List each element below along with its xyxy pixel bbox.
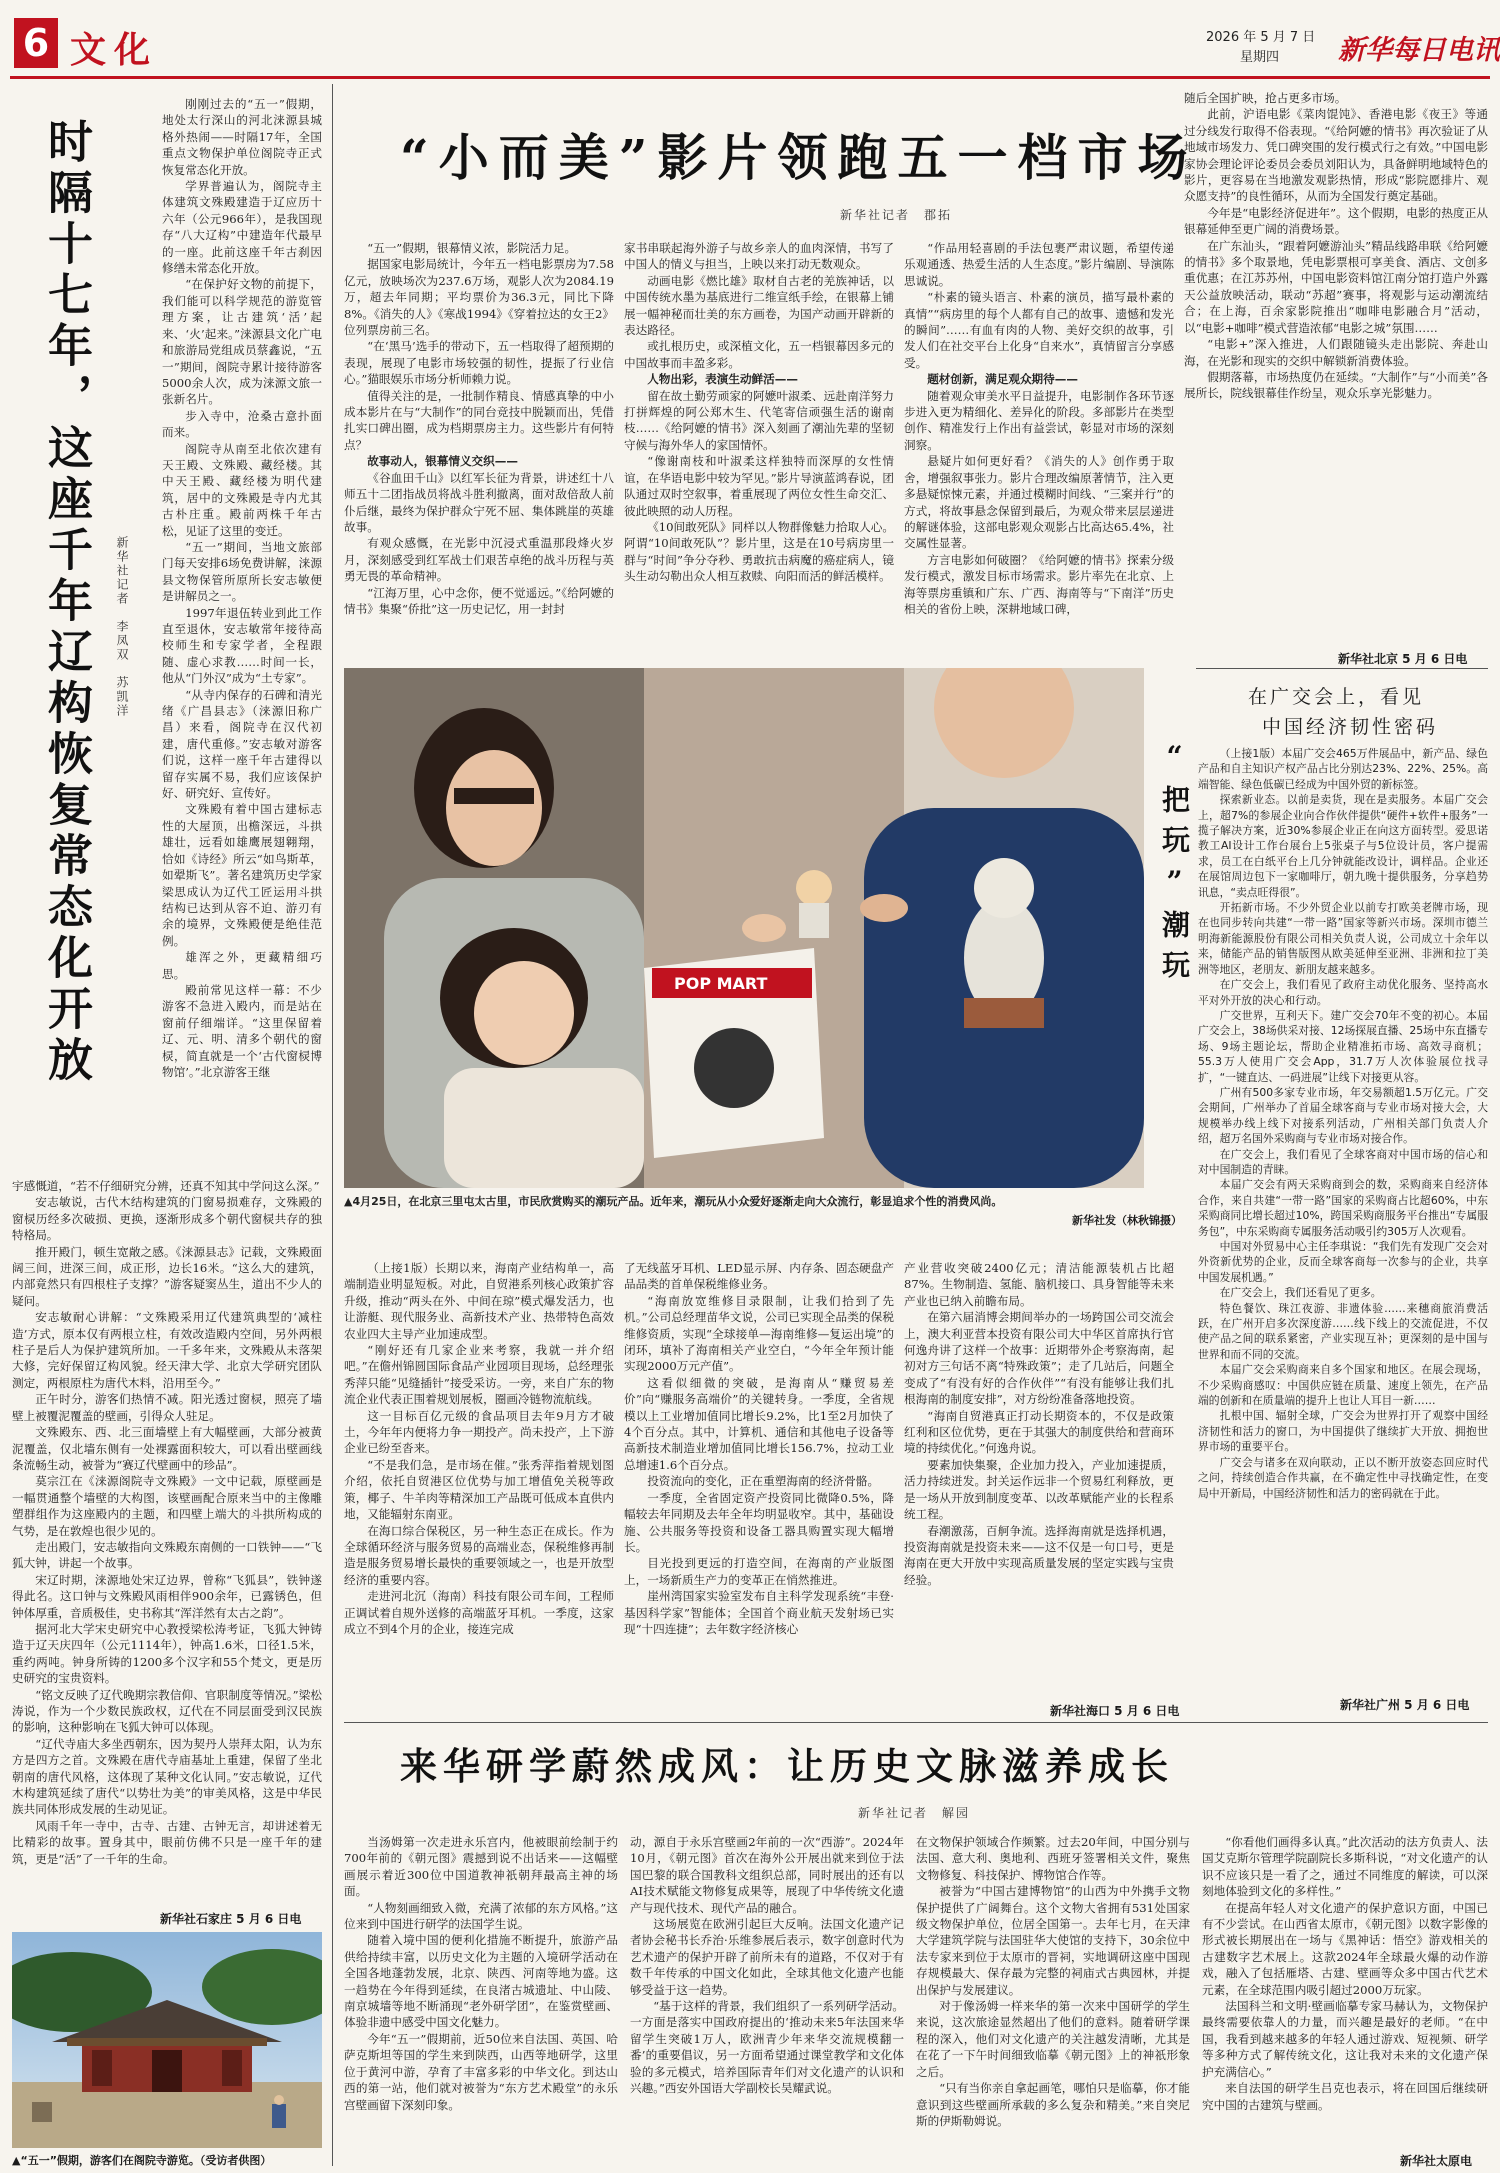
paragraph: 本届广交会有两天采购商到会的数，采购商来自经济体合作，来自共建“一带一路”国家的采购商占比超60%，中东采购商同比增长超过10%，跨国采购商服务平台推出“专属服务包”，中东采购商专属服务活动吸引约305万人次观看。 bbox=[1198, 1178, 1488, 1238]
paragraph: 在广东汕头，“跟着阿嬷游汕头”精品线路串联《给阿嬷的情书》多个取景地，凭电影票根可享美食、酒店、文创多重优惠；在江苏苏州，中国电影资料馆江南分馆打造户外露天公益放映活动，联动“苏超”赛事，将观影与运动潮流结合；在上海，百余家影院推出“咖啡电影融合月”活动，以“电影+咖啡”模式营造浓郁“电影之城”氛围…… bbox=[1184, 238, 1488, 335]
hainan-col-2 bbox=[624, 1260, 894, 1720]
paragraph: 目光投到更远的打造空间，在海南的产业版图上，一场新质生产力的变革正在悄然推进。 bbox=[624, 1556, 894, 1587]
paragraph: 动，源自于永乐宫壁画2年前的一次“西游”。2024年10月，《朝元图》首次在海外公开展出就来到位于法国巴黎的联合国教科文组织总部，同时展出的还有以AI技术赋能文物修复成果等，展现了中华传统文化遗产与现代技术、现代产品的融合。 bbox=[630, 1835, 904, 1915]
paragraph: 这场展览在欧洲引起巨大反响。法国文化遗产记者协会秘书长乔治·乐维参展后表示，数字创意时代为艺术遗产的保护开辟了前所未有的道路，不仅对于有数千年传承的中国文化如此，全球其他文化遗产也能够受益于这一趋势。 bbox=[630, 1917, 904, 1997]
subheading: 题材创新，满足观众期待—— bbox=[927, 372, 1078, 387]
main-story-col-4 bbox=[1184, 90, 1488, 650]
left-story-byline: 新华社记者 李凤双 苏凯洋 bbox=[115, 536, 129, 718]
masthead bbox=[0, 0, 1500, 78]
bottom-col-3 bbox=[916, 1834, 1190, 2164]
paragraph: 步入寺中，沧桑古意扑面而来。 bbox=[162, 408, 322, 440]
paragraph: 产业营收突破2400亿元；清洁能源装机占比超87%。生物制造、氢能、脑机接口、具身智能等未来产业也已纳入前瞻布局。 bbox=[904, 1261, 1174, 1308]
paragraph: 文殊殿东、西、北三面墙壁上有大幅壁画，大部分被黄泥覆盖，仅北墙东侧有一处裸露面积较大，可以看出壁画线条流畅生动，被誉为“赛辽代壁画中的珍品”。 bbox=[12, 1425, 322, 1472]
paragraph: 当汤姆第一次走进永乐宫内，他被眼前绘制于约700年前的《朝元图》震撼到说不出话来——这幅壁画展示着近300位中国道教神祇朝拜最高主神的场面。 bbox=[344, 1835, 618, 1899]
paragraph: “在保护好文物的前提下，我们能可以科学规范的游览管理方案，让古建筑‘活’起来、‘火’起来。”涞源县文化广电和旅游局党组成员蔡鑫说，“五一”期间，阁院寺累计接待游客5000余人次，成为涞源文旅一张新名片。 bbox=[162, 277, 322, 407]
paragraph: 安志敏耐心讲解：“文殊殿采用辽代建筑典型的‘减柱造’方式，原本仅有两根立柱，有效改造殿内空间，另外两根柱子是后人为保护建筑所加。一千多年来，文殊殿从未落架大修，完好保留辽构风貌。经天津大学、北京大学研究团队测定，两根原柱为唐代木料，沿用至今。” bbox=[12, 1310, 322, 1390]
paragraph: 在海口综合保税区，另一种生态正在成长。作为全球循环经济与服务贸易的高端业态，保税维修再制造是服务贸易增长最快的重要领域之一，也是开放型经济的重要内容。 bbox=[344, 1523, 614, 1587]
issue-weekday: 星期四 bbox=[1240, 50, 1280, 65]
paragraph: 探索新业态。以前是卖货，现在是卖服务。本届广交会上，超7%的参展企业向合作伙伴提供“硬件+软件+服务”一揽子解决方案，近30%参展企业正在向这方面转型。爱思诺教工AI设计工作台展台上5张桌子与5位设计员，客户提需求，员工在白纸平台上几分钟就能改设计，调样品。企业还在展馆周边包下一家咖啡厅，朝九晚十提供服务，分享趋势讯息，“卖点旺得很”。 bbox=[1198, 793, 1488, 899]
paragraph: “朴素的镜头语言、朴素的演员，描写最朴素的真情”“病房里的每个人都有自己的故事、遗憾和发光的瞬间”……有血有肉的人物、美好交织的故事，引发人们在社交平台上化身“自来水”，真情留言分享感受。 bbox=[904, 290, 1174, 370]
paragraph: 随着观众审美水平日益提升，电影制作各环节逐步进入更为精细化、差异化的阶段。多部影片在类型创作、精准发行上作出有益尝试，彰显对市场的深刻洞察。 bbox=[904, 388, 1174, 452]
paragraph: 广州有500多家专业市场，年交易额超1.5万亿元。广交会期间，广州举办了首届全球客商与专业市场对接大会，大规模举办线上线下对接系列活动，广州相关部门负责人介绍，超万名国外采购商与专业市场对接合作。 bbox=[1198, 1085, 1488, 1146]
paragraph: 据河北大学宋史研究中心教授梁松涛考证，飞狐大钟铸造于辽天庆四年（公元1114年），钟高1.6米，口径1.5米，重约两吨。钟身所铸的1200多个汉字和55个梵文，更是历史研究的宝贵资料。 bbox=[12, 1621, 322, 1686]
paragraph: 在广交会上，我们还看见了更多。 bbox=[1219, 1286, 1382, 1300]
paragraph: 家书串联起海外游子与故乡亲人的血肉深情，书写了中国人的情义与担当，上映以来打动无数观众。 bbox=[624, 241, 894, 272]
paragraph: 宋辽时期，涞源地处宋辽边界，曾称“飞狐县”，铁钟遂得此名。这口钟与文殊殿风雨相伴900余年，已露锈色，但钟体厚重，音质极佳，史书称其“浑洋然有太古之韵”。 bbox=[12, 1572, 322, 1620]
paragraph: “基于这样的背景，我们组织了一系列研学活动。一方面是落实中国政府提出的‘推动未来5年法国来华留学生突破1万人，欧洲青少年来华交流规模翻一番’的重要倡议，另一方面希望通过课堂教学和文化体验的多元模式，培养国际青年们对文化遗产的认识和兴趣。”西安外国语大学副校长吴耀武说。 bbox=[630, 1999, 904, 2096]
paragraph: （上接1版）长期以来，海南产业结构单一，高端制造业明显短板。对此，自贸港系列核心政策扩容升级，推动“两头在外、中间在琼”模式爆发活力，也让游艇、现代服务业、高新技术产业、热带特色高效农业四大主导产业加速成型。 bbox=[344, 1261, 614, 1341]
paragraph: 法国科兰和文明·壁画临摹专家马赫认为，文物保护最终需要依靠人的力量，而兴趣是最好的老师。“在中国，我看到越来越多的年轻人通过游戏、短视频、研学等多种方式了解传统文化，这让我对未来的文化遗产保护充满信心。” bbox=[1202, 1999, 1488, 2079]
bottom-col-1 bbox=[344, 1834, 618, 2164]
paragraph: 这一目标百亿元级的食品项目去年9月方才破土，今年年内便将力争一期投产。尚未投产，上下游企业已纷至沓来。 bbox=[344, 1408, 614, 1456]
page-number: 6 bbox=[14, 18, 58, 68]
paragraph: 悬疑片如何更好看？《消失的人》创作勇于取舍，增强叙事张力。影片合理改编原著情节，注入更多悬疑惊悚元素，并通过模糊时间线、“三案并行”的方式，将故事悬念保留到最后，为观众带来层层递进的解谜体验，这部电影观众观影占比高达65.4%，社交属性显著。 bbox=[904, 454, 1174, 551]
paragraph: “像谢南枝和叶淑柔这样独特而深厚的女性情谊，在华语电影中较为罕见。”影片导演蓝鸿春说，团队通过双时空叙事，着重展现了两位女性生命交汇、彼此映照的动人历程。 bbox=[624, 454, 894, 518]
paragraph: 在提高年轻人对文化遗产的保护意识方面，中国已有不少尝试。在山西省太原市，《朝元图》以数字影像的形式被长期展出在一场与《黑神话：悟空》游戏相关的古建数字艺术展上。这款2024年全球最火爆的动作游戏，融入了包括雁塔、古建、壁画等众多中国古代艺术元素，在全球范围内吸引超过2000万玩家。 bbox=[1202, 1900, 1488, 1997]
paragraph: 走进河北沉（海南）科技有限公司车间，工程师正调试着自规外送修的高端蓝牙耳机。一季度，这家成立不到4个月的企业，接连完成 bbox=[344, 1589, 614, 1636]
paragraph: 春潮激荡，百舸争流。选择海南就是选择机遇，投资海南就是投资未来——这不仅是一句口号，更是海南在更大开放中实现高质量发展的坚定实践与宝贵经验。 bbox=[904, 1523, 1174, 1587]
paragraph: “海南放宽维修目录限制，让我们拾到了先机。”公司总经理苗华文说，公司已实现全品类的保税维修资质，实现“全球接单—海南维修—复运出境”的闭环，填补了海南相关产业空白，“今年全年预计能实现2000万元产值”。 bbox=[624, 1293, 894, 1374]
paragraph: 《谷血田千山》以红军长征为背景，讲述红十八师五十二团指战员将战斗胜利撤离，面对敌倍敌人前仆后继，最终为保护群众宁死不屈、集体跳崖的英雄故事。 bbox=[344, 470, 614, 534]
bag-brand-text: POP MART bbox=[674, 974, 768, 993]
bottom-story-sign: 新华社太原电 bbox=[1400, 2154, 1473, 2168]
paragraph: “刚好还有几家企业来考察，我就一并介绍吧。”在儋州锦圆国际食品产业园项目现场，总经理张秀萍只能“见缝插针”接受采访。一旁，来自广东的物流企业代表正围着规划展板，圈画冷链物流航线。 bbox=[344, 1343, 614, 1407]
photo-tag-text: “把玩”潮玩 bbox=[1158, 740, 1191, 990]
bottom-section-rule bbox=[344, 1722, 1488, 1723]
bottom-story-title: 来华研学蔚然成风：让历史文脉滋养成长 bbox=[400, 1744, 1174, 1788]
photo-credit: 新华社发（林秋锦摄） bbox=[1072, 1214, 1182, 1227]
paper-logo: 新华每日电讯 bbox=[1338, 35, 1500, 66]
subheading: 故事动人，银幕情义交织—— bbox=[367, 454, 518, 469]
left-story-body bbox=[12, 1178, 322, 1908]
paragraph: 刚刚过去的“五一”假期，地处太行深山的河北涞源县城格外热闹——时隔17年，全国重点文物保护单位阁院寺正式恢复常态化开放。 bbox=[162, 97, 322, 177]
paragraph: 随后全国扩映，抢占更多市场。 bbox=[1184, 91, 1347, 105]
paragraph: “海南自贸港真正打动长期资本的，不仅是政策红利和区位优势，更在于其强大的制度供给和营商环境的持续优化。”何逸舟说。 bbox=[904, 1408, 1174, 1456]
paragraph: 本届广交会采购商来自多个国家和地区。在展会现场，不少采购商感叹：中国供应链在质量、速度上领先，在产品端的创新和在质量端的提升上也让人耳目一新…… bbox=[1198, 1363, 1488, 1408]
paragraph: 文殊殿有着中国古建标志性的大屋顶，出檐深远，斗拱雄壮，远看如雄鹰展翅翱翔，恰如《诗经》所云“如鸟斯革，如翚斯飞”。著名建筑历史学家梁思成认为辽代工匠运用斗拱结构已达到从容不迫、游刃有余的境界，文殊殿便是绝佳范例。 bbox=[162, 802, 322, 948]
paragraph: 此前，沪语电影《菜肉馄饨》、香港电影《夜王》等通过分线发行取得不俗表现。“《给阿嬷的情书》再次验证了从地域市场发力、凭口碑突围的发行模式行之有效。”中国电影家协会理论评论委员会委员刘阳认为，具备鲜明地域特色的影片，更容易在当地激发观影热情，形成“影院愿排片、观众愿支持”的良性循环，从而为全国发行奠定基础。 bbox=[1184, 107, 1488, 204]
feature-photo bbox=[344, 668, 1144, 1188]
paragraph: 今年“五一”假期前，近50位来自法国、英国、哈萨克斯坦等国的学生来到陕西，山西等地研学，这里位于黄河中游，孕育了丰富多彩的中华文化。到达山西的第一站，他们就对被誉为“东方艺术殿堂”的永乐宫壁画留下深刻印象。 bbox=[344, 2031, 618, 2112]
photo-caption: ▲4月25日，在北京三里屯太古里，市民欣赏购买的潮玩产品。近年来，潮玩从小众爱好逐渐走向大众流行，彰显追求个性的消费风尚。 bbox=[344, 1195, 1003, 1208]
paragraph: “人物刻画细致入微，充满了浓郁的东方风格。”这位来到中国进行研学的法国学生说。 bbox=[344, 1900, 618, 1932]
paragraph: “辽代寺庙大多坐西朝东，因为契丹人崇拜太阳，认为东方是四方之首。文殊殿在唐代寺庙基址上重建，保留了坐北朝南的唐代风格，这体现了某种文化认同。”安志敏说，辽代木构建筑延续了唐代“以势壮为美”的审美风格，这是中华民族共同体形成发展的生动见证。 bbox=[12, 1736, 322, 1817]
paragraph: 走出殿门，安志敏指向文殊殿东南侧的一口铁钟——“飞狐大钟，讲起一个故事。 bbox=[12, 1539, 322, 1571]
column-divider-left bbox=[332, 84, 333, 2166]
paragraph: 雄浑之外，更藏精细巧思。 bbox=[162, 950, 322, 981]
paragraph: 要素加快集聚，企业加力投入，产业加速提质，活力持续迸发。封关运作远非一个贸易红利释放，更是一场从开放到制度变革、以改革赋能产业的长程系统工程。 bbox=[904, 1457, 1174, 1522]
paragraph: 阁院寺从南至北依次建有天王殿、文殊殿、藏经楼。其中天王殿、藏经楼为明代建筑，居中的文殊殿是寺内尤其古朴庄重。殿前两株千年古松，见证了这里的变迁。 bbox=[162, 441, 322, 538]
bottom-col-4 bbox=[1202, 1834, 1488, 2152]
paragraph: 据国家电影局统计，今年五一档电影票房为7.58亿元，放映场次为237.6万场，观影人次为2084.19万，超去年同期；平均票价为36.3元，同比下降8%。《消失的人》《寒战1994》《穿着拉达的女王2》位列票房前三名。 bbox=[344, 257, 614, 338]
paragraph: 《10间敢死队》同样以人物群像魅力拾取人心。阿谓“10间敢死队”？影片里，这是在10号病房里一群与“时间”争分夺秒、勇敢抗击病魔的癌症病人，镜头生动勾勒出众人相互救赎、向阳而活的鲜活模样。 bbox=[624, 519, 894, 584]
paragraph: 风雨千年一寺中，古寺、古建、古钟无言，却讲述着无比精彩的故事。置身其中，眼前仿佛不只是一座千年的建筑，更是“活”了一千年的生命。 bbox=[12, 1818, 322, 1866]
paragraph: 正午时分，游客们热情不减。阳光透过窗棂，照亮了墙壁上被覆泥覆盖的壁画，引得众人驻足。 bbox=[12, 1392, 322, 1423]
bottom-col-2 bbox=[630, 1834, 904, 2164]
paragraph: “你看他们画得多认真。”此次活动的法方负责人、法国艾克斯尔管理学院副院长多斯科说，“对文化遗产的认识不应该只是一看了之，通过不同维度的解读，可以深刻地体验到文化的多样性。” bbox=[1202, 1835, 1488, 1899]
main-story-col-1 bbox=[344, 240, 614, 668]
hainan-sign: 新华社海口 5 月 6 日电 bbox=[1050, 1704, 1180, 1718]
paragraph: “在‘黑马’选手的带动下，五一档取得了超预期的表现，展现了电影市场较强的韧性，提振了行业信心。”猫眼娱乐市场分析师赖力说。 bbox=[344, 339, 614, 387]
main-story-title: “小而美”影片领跑五一档市场 bbox=[400, 128, 1198, 187]
paragraph: 方言电影如何破圈？《给阿嬷的情书》探索分级发行模式，激发目标市场需求。影片率先在北京、上海等票房重镇和广东、广西、海南等与“下南洋”历史相关的省份上映，深耕地域口碑， bbox=[904, 552, 1174, 616]
paragraph: 被誉为“中国古建博物馆”的山西为中外携手文物保护提供了广阔舞台。这个文物大省拥有531处国家级文物保护单位，位居全国第一。去年七月，在天津大学建筑学院与法国驻华大使馆的支持下，30余位中法专家来到位于太原市的晋祠，实地调研这座中国现存规模最大、保存最为完整的祠庙式古典园林，并提出保护与发展建议。 bbox=[916, 1884, 1190, 1997]
paragraph: “江海万里，心中念你，便不觉遥远。”《给阿嬷的情书》集聚“侨批”这一历史记忆，用一封封 bbox=[344, 585, 614, 616]
main-story-byline: 新华社记者 郡拓 bbox=[840, 208, 953, 222]
paragraph: 动画电影《燃比雄》取材自古老的羌族神话，以中国传统水墨为基底进行二维宣纸手绘，在银幕上铺展一幅神秘而壮美的东方画卷，为国产动画开辟新的表达路径。 bbox=[624, 273, 894, 338]
paragraph: 在广交会上，我们看见了全球客商对中国市场的信心和对中国制造的青睐。 bbox=[1198, 1147, 1488, 1176]
paragraph: 值得关注的是，一批制作精良、情感真挚的中小成本影片在与“大制作”的同台竞技中脱颖而出，凭借扎实口碑出圈，成为档期票房主力。这些影片有何特点？ bbox=[344, 388, 614, 452]
paragraph: “只有当你亲自拿起画笔，哪怕只是临摹，你才能意识到这些壁画所承载的多么复杂和精美。”来自突尼斯的伊斯勒姆说。 bbox=[916, 2081, 1190, 2128]
paragraph: 扎根中国、辐射全球，广交会为世界打开了观察中国经济韧性和活力的窗口，为中国提供了继续扩大开放、拥抱世界市场的重要平台。 bbox=[1198, 1409, 1488, 1454]
paragraph: 来自法国的研学生吕克也表示，将在回国后继续研究中国的古建筑与壁画。 bbox=[1202, 2081, 1488, 2112]
left-story-title: 时隔十七年，这座千年辽构恢复常态化开放 bbox=[40, 118, 93, 1087]
expo-title-line-1: 在广交会上，看见 bbox=[1248, 686, 1425, 708]
photo-tag bbox=[1154, 740, 1190, 1120]
temple-photo-caption: ▲“五一”假期，游客们在阁院寺游览。（受访者供图） bbox=[12, 2154, 272, 2167]
paragraph: 殿前常见这样一幕：不少游客不急进入殿内，而是站在窗前仔细端详。“这里保留着辽、元、明、清多个朝代的窗棂，简直就是一个‘古代窗棂博物馆’。”北京游客王继 bbox=[162, 982, 322, 1079]
paragraph: 或扎根历史，或深植文化，五一档银幕因多元的中国故事而丰盈多彩。 bbox=[624, 339, 894, 370]
paragraph: “铭文反映了辽代晚期宗教信仰、官职制度等情况。”梁松涛说，作为一个少数民族政权，辽代在不同层面受到汉民族的影响，这种影响在飞狐大钟可以体现。 bbox=[12, 1687, 322, 1735]
paragraph: 假期落幕，市场热度仍在延续。“大制作”与“小而美”各展所长，院线银幕佳作纷呈，观众乐享光影魅力。 bbox=[1184, 369, 1488, 401]
paragraph: 宇感慨道，“若不仔细研究分辨，还真不知其中学问这么深。” bbox=[12, 1179, 320, 1193]
paragraph: 开拓新市场。不少外贸企业以前专打欧美老牌市场，现在也同步转向共建“一带一路”国家等新兴市场。深圳市德兰明海新能源股份有限公司相关负责人说，公司成立十余年以来，储能产品的销售版图从欧美延伸至亚洲、非洲和拉丁美洲等地区，老朋友、新朋友越来越多。 bbox=[1198, 901, 1488, 976]
section-title: 文化 bbox=[70, 29, 159, 71]
main-story-sign: 新华社北京 5 月 6 日电 bbox=[1338, 652, 1468, 666]
paragraph: （上接1版）本届广交会465万件展品中，新产品、绿色产品和自主知识产权产品占比分别达23%、22%、25%。高端智能、绿色低碳已经成为中国外贸的新标签。 bbox=[1198, 747, 1488, 791]
paragraph: 了无线蓝牙耳机、LED显示屏、内存条、固态硬盘产品品类的首单保税维修业务。 bbox=[624, 1261, 894, 1292]
paragraph: 广交会与诸多在双向联动，正以不断开放姿态回应时代之问，持续创造合作共赢，在不确定性中寻找确定性，在变局中开新局，中国经济韧性和活力的密码就在于此。 bbox=[1198, 1455, 1488, 1500]
paragraph: 1997年退伍转业到此工作直至退休，安志敏常年接待高校师生和专家学者，全程跟随、虚心求教……时间一长，他从“门外汉”成为“土专家”。 bbox=[162, 605, 322, 686]
paragraph: “五一”假期，银幕情义浓，影院活力足。 bbox=[367, 241, 577, 255]
paragraph: “从寺内保存的石碑和清光绪《广昌县志》（涞源旧称广昌）来看，阁院寺在汉代初建，唐代重修。”安志敏对游客们说，这样一座千年古建得以留存实属不易，我们应该保护好、研究好、宣传好。 bbox=[162, 687, 322, 801]
paragraph: 中国对外贸易中心主任李琪说：“我们先有发现广交会对外资新优势的企业，反而全球客商每一次参与的企业，共享中国发展机遇。” bbox=[1198, 1240, 1488, 1284]
paragraph: 广交世界，互利天下。建广交会70年不变的初心。本届广交会上，38场供采对接、12场探展直播、25场中东直播专场、9场主题论坛，帮助企业精准拓市场、高效寻商机；55.3万人使用广交会App，31.7万人次体验展位找寻扩，“一键直达、一码进展”让线下对接更从容。 bbox=[1198, 1008, 1488, 1084]
paragraph: 一季度，全省固定资产投资同比微降0.5%，降幅较去年同期及去年全年均明显收窄。其中，基础设施、公共服务等投资和设备工器具购置实现大幅增长。 bbox=[624, 1490, 894, 1554]
hainan-col-3 bbox=[904, 1260, 1174, 1704]
issue-date: 2026 年 5 月 7 日 bbox=[1206, 30, 1316, 45]
temple-illustration bbox=[12, 1932, 322, 2148]
paragraph: 学界普遍认为，阁院寺主体建筑文殊殿建造于辽应历十六年（公元966年），是我国现存“八大辽构”中建造年代最早的一座。此前这座千年古刹因修缮未常态化开放。 bbox=[162, 179, 322, 276]
paragraph: “不是我们急，是市场在催。”张秀萍指着规划图介绍，依托自贸港区位优势与加工增值免关税等政策，椰子、牛羊肉等精深加工产品既可低成本直供内地，又能辐射东南亚。 bbox=[344, 1457, 614, 1522]
subheading: 人物出彩，表演生动鲜活—— bbox=[647, 372, 798, 387]
paragraph: 推开殿门，顿生宽敞之感。《涞源县志》记载，文殊殿面阔三间，进深三间，成正形，边长16米。“这么大的建筑，内部竟然只有四根柱子支撑？”游客疑窦丛生，道出不少人的疑问。 bbox=[12, 1244, 322, 1308]
paragraph: “电影+”深入推进，人们跟随镜头走出影院、奔赴山海，在光影和现实的交织中解锁新消费体验。 bbox=[1184, 337, 1488, 368]
main-story-col-3 bbox=[904, 240, 1174, 668]
paragraph: 莫宗江在《涞源阁院寺文殊殿》一文中记载，原壁画是一幅贯通整个墙壁的大构图，该壁画配合原来当中的主像雕塑群组作为这座殿内的主题，和四壁上端大的斗拱所构成的气势，是在敦煌也很少见的。 bbox=[12, 1474, 322, 1538]
paragraph: 在广交会上，我们看见了政府主动优化服务、坚持高水平对外开放的决心和行动。 bbox=[1198, 978, 1488, 1007]
sidebar-top-rule bbox=[1196, 668, 1488, 669]
paragraph: 有观众感慨，在光影中沉浸式重温那段烽火岁月，深刻感受到红军战士们艰苦卓绝的战斗历程与英勇无畏的革命精神。 bbox=[344, 536, 614, 584]
left-story-intro bbox=[162, 96, 322, 1176]
expo-title-line-2: 中国经济韧性密码 bbox=[1262, 716, 1439, 738]
paragraph: 对于像汤姆一样来华的第一次来中国研学的学生来说，这次旅途显然超出了他们的意料。随着研学课程的深入，他们对文化遗产的关注越发清晰，尤其是在花了一下午时间细致临摹《朝元图》上的神祇形象之后。 bbox=[916, 1999, 1190, 2079]
expo-sign: 新华社广州 5 月 6 日电 bbox=[1340, 1698, 1470, 1712]
masthead-rule bbox=[10, 76, 1490, 79]
paragraph: “作品用轻喜剧的手法包裹严肃议题，希望传递乐观通透、热爱生活的人生态度。”影片编剧、导演陈思诚说。 bbox=[904, 241, 1174, 288]
paragraph: 留在故土勤劳顽家的阿嬷叶淑柔、远赴南洋努力打拼辉煌的阿公郑木生、代笔寄信顽强生活的谢南枝……《给阿嬷的情书》深入刻画了潮汕先辈的坚韧守候与海外华人的家国情怀。 bbox=[624, 388, 894, 452]
bottom-story-byline: 新华社记者 解园 bbox=[858, 1806, 971, 1820]
temple-photo bbox=[12, 1932, 322, 2148]
toy-shopping-illustration bbox=[344, 668, 1144, 1188]
main-story-col-2 bbox=[624, 240, 894, 668]
hainan-col-1 bbox=[344, 1260, 614, 1720]
paragraph: 今年是“电影经济促进年”。这个假期，电影的热度正从银幕延伸至更广阔的消费场景。 bbox=[1184, 205, 1488, 237]
left-story-sign: 新华社石家庄 5 月 6 日电 bbox=[160, 1912, 302, 1926]
expo-body bbox=[1198, 746, 1488, 1690]
paragraph: 安志敏说，古代木结构建筑的门窗易损难存，文殊殿的窗棂历经多次破损、更换，逐渐形成多个朝代窗棂共存的独特格局。 bbox=[12, 1195, 322, 1243]
paragraph: 投资流向的变化，正在重塑海南的经济骨骼。 bbox=[647, 1474, 880, 1489]
paragraph: 这看似细微的突破，是海南从“赚贸易差价”向“赚服务高端价”的关键转身。一季度，全省规模以上工业增加值同比增长9.2%，比1至2月加快了4个百分点。其中，计算机、通信和其他电子设备等高新技术制造业增加值同比增长156.7%，拉动工业总增速1.6个百分点。 bbox=[624, 1375, 894, 1472]
paragraph: 在第六届消博会期间举办的一场跨国公司交流会上，澳大利亚营本投资有限公司大中华区首席执行官何逸舟讲了这样一个故事：近期带外企考察海南，起初对方三句话不离“特殊政策”；走了几站后，问题全变成了“有没有好的合作伙伴”“有没有能够让我们扎根海南的制度安排”，对方纷纷准备落地投资。 bbox=[904, 1310, 1174, 1407]
paragraph: 特色餐饮、珠江夜游、非遗体验……来穗商旅消费活跃，在广州开启多次深度游……线下线上的交流促进，不仅使产品之间的联系紧密，产业实现互补；更深刻的是中国与世界和而不同的交流。 bbox=[1198, 1301, 1488, 1361]
paragraph: 随着入境中国的便利化措施不断提升，旅游产品供给持续丰富，以历史文化为主题的入境研学活动在全国各地蓬勃发展，北京、陕西、河南等地为盛。这一趋势在今年得到延续，在良渚古城遗址、中山陵、南京城墙等地不断涌现“老外研学团”，在鉴赏壁画、体验非遗中感受中国文化魅力。 bbox=[344, 1933, 618, 2030]
paragraph: “五一”期间，当地文旅部门每天安排6场免费讲解，涞源县文物保管所原所长安志敏便是讲解员之一。 bbox=[162, 539, 322, 604]
paragraph: 崖州湾国家实验室发布自主科学发现系统“丰登·基因科学家”智能体；全国首个商业航天发射场已实现“十四连捷”；去年数字经济核心 bbox=[624, 1589, 894, 1636]
paragraph: 在文物保护领域合作频繁。过去20年间，中国分别与法国、意大利、奥地利、西班牙签署相关文件，聚焦文物修复、科技保护、博物馆合作等。 bbox=[916, 1835, 1190, 1882]
